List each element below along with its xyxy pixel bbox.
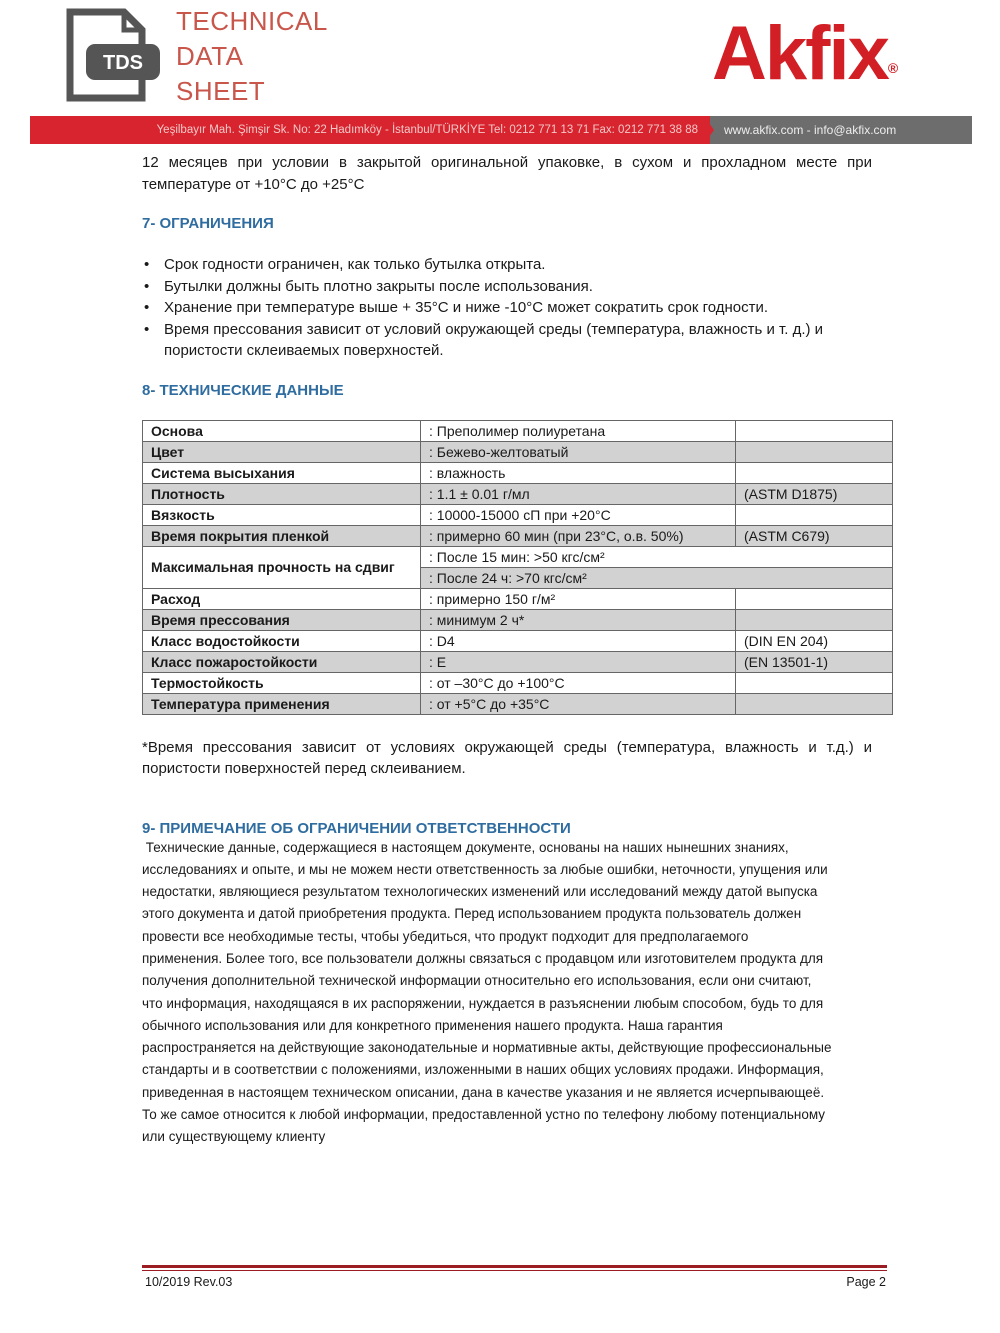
tds-title — [176, 4, 328, 109]
row-standard — [736, 462, 893, 483]
row-value: : влажность — [421, 462, 736, 483]
table-row — [143, 693, 893, 714]
table-row — [143, 462, 893, 483]
limitations-list — [142, 254, 872, 362]
row-value: : После 24 ч: >70 кгс/см² — [421, 567, 893, 588]
row-standard — [736, 588, 893, 609]
disclaimer-line: этого документа и датой приобретения продукта. Перед использованием продукта пользователь должен — [142, 906, 802, 922]
row-value: : E — [421, 651, 736, 672]
row-label: Система высыхания — [143, 462, 421, 483]
row-value: : После 15 мин: >50 кгс/см² — [421, 546, 893, 567]
table-row — [143, 588, 893, 609]
page-header — [0, 0, 1000, 150]
band-separator — [704, 116, 714, 144]
brand-name: Akfix — [712, 11, 888, 96]
document-icon — [66, 8, 162, 102]
section-8-heading: 8- ТЕХНИЧЕСКИЕ ДАННЫЕ — [142, 381, 344, 399]
disclaimer-text — [142, 837, 872, 1149]
row-standard: (EN 13501-1) — [736, 651, 893, 672]
row-standard — [736, 693, 893, 714]
row-value: : от –30°C до +100°C — [421, 672, 736, 693]
row-label: Температура применения — [143, 693, 421, 714]
row-value: : примерно 60 мин (при 23°C, о.в. 50%) — [421, 525, 736, 546]
title-line: TECHNICAL — [176, 6, 328, 36]
table-row — [143, 546, 893, 567]
disclaimer-line: Технические данные, содержащиеся в настоящем документе, основаны на наших нынешних знаниях, — [142, 839, 789, 855]
row-standard — [736, 420, 893, 441]
revision-label: 10/2019 Rev.03 — [145, 1275, 233, 1289]
disclaimer-line: То же самое относится к любой информации, предоставленной устно по телефону любому потенциальному — [142, 1107, 826, 1123]
row-value: : 1.1 ± 0.01 г/мл — [421, 483, 736, 504]
row-standard — [736, 672, 893, 693]
brand-logo — [712, 10, 898, 97]
row-label: Класс пожаростойкости — [143, 651, 421, 672]
disclaimer-line: получения дополнительной технической информации относительно его использования, если они считают, — [142, 973, 812, 989]
table-row — [143, 672, 893, 693]
table-row — [143, 630, 893, 651]
table-row — [143, 483, 893, 504]
disclaimer-line: или существующему клиенту — [142, 1129, 326, 1145]
row-standard: (ASTM D1875) — [736, 483, 893, 504]
table-row — [143, 525, 893, 546]
disclaimer-line: исследованиях и опыте, и мы не можем нести ответственность за любые ошибки, неточности, упущения или — [142, 861, 828, 877]
row-label: Плотность — [143, 483, 421, 504]
table-row — [143, 504, 893, 525]
disclaimer-line: распространяется на действующие законодательные и нормативные акты, действующие профессиональные — [142, 1040, 832, 1056]
disclaimer-line: обычного использования или для конкретного применения нашего продукта. Наша гарантия — [142, 1017, 723, 1033]
tds-label: TDS — [103, 52, 143, 74]
row-value: : примерно 150 г/м² — [421, 588, 736, 609]
registered-mark: ® — [887, 60, 899, 76]
row-standard — [736, 441, 893, 462]
row-value: : D4 — [421, 630, 736, 651]
row-label: Расход — [143, 588, 421, 609]
section-7-heading: 7- ОГРАНИЧЕНИЯ — [142, 215, 274, 232]
row-standard — [736, 504, 893, 525]
list-item: • Срок годности ограничен, как только бутылка открыта. — [142, 254, 872, 276]
row-label: Основа — [143, 420, 421, 441]
row-value: : от +5°C до +35°C — [421, 693, 736, 714]
disclaimer-line: применения. Более того, все пользователи должны связаться с продавцом или изготовителем продукта для — [142, 950, 824, 966]
row-label: Время покрытия пленкой — [143, 525, 421, 546]
title-line: DATA — [176, 41, 244, 71]
table-row — [143, 420, 893, 441]
row-label: Вязкость — [143, 504, 421, 525]
row-label: Цвет — [143, 441, 421, 462]
footer-divider — [142, 1265, 887, 1268]
list-item: • Хранение при температуре выше + 35°C и ниже -10°C может сократить срок годности. — [142, 297, 872, 319]
table-row — [143, 441, 893, 462]
contact-band: www.akfix.com - info@akfix.com — [710, 116, 972, 144]
disclaimer-line: приведенная в настоящем техническом описании, дана в качестве указания и не является исчерпывающеё. — [142, 1084, 825, 1100]
list-item: • Бутылки должны быть плотно закрыты после использования. — [142, 276, 872, 298]
page-number: Page 2 — [846, 1275, 886, 1289]
row-standard: (DIN EN 204) — [736, 630, 893, 651]
disclaimer-line: провести все необходимые тесты, чтобы убедиться, что продукт подходит для предполагаемого — [142, 928, 749, 944]
row-label: Термостойкость — [143, 672, 421, 693]
row-value: : Бежево-желтоватый — [421, 441, 736, 462]
technical-data-table — [142, 420, 893, 715]
row-value: : 10000-15000 сП при +20°C — [421, 504, 736, 525]
disclaimer-line: стандарты и в соответствии с положениями, изложенными в наших общих условиях продажи. Информация, — [142, 1062, 824, 1078]
title-line: SHEET — [176, 76, 266, 106]
row-standard — [736, 609, 893, 630]
list-item: • Время прессования зависит от условий окружающей среды (температура, влажность и т. д.) и пористости склеиваемых поверхностей. — [142, 319, 872, 362]
table-row — [143, 651, 893, 672]
storage-text: 12 месяцев при условии в закрытой оригинальной упаковке, в сухом и прохладном месте при температуре от +10°C до +25°C — [142, 154, 872, 193]
row-label: Время прессования — [143, 609, 421, 630]
row-value: : Преполимер полиуретана — [421, 420, 736, 441]
disclaimer-line: что информация, находящаяся в их распоряжении, нуждается в разъяснении любым способом, будь то для — [142, 995, 824, 1011]
section-9-heading: 9- ПРИМЕЧАНИЕ ОБ ОГРАНИЧЕНИИ ОТВЕТСТВЕННОСТИ — [142, 819, 571, 837]
footer-divider — [142, 1270, 887, 1271]
address-band: Yeşilbayır Mah. Şimşir Sk. No: 22 Hadımköy - İstanbul/TÜRKİYE Tel: 0212 771 13 71 Fax: 0212 771 38 88 — [30, 116, 710, 144]
table-row — [143, 609, 893, 630]
row-label: Максимальная прочность на сдвиг — [143, 546, 421, 588]
row-label: Класс водостойкости — [143, 630, 421, 651]
press-time-footnote: *Время прессования зависит от условиях окружающей среды (температура, влажность и т.д.) и пористости поверхностей перед склеиванием. — [142, 738, 872, 777]
page-content — [142, 152, 872, 1149]
row-standard: (ASTM C679) — [736, 525, 893, 546]
disclaimer-line: недостатки, являющиеся результатом технологических изменений или исследований между датой выпуска — [142, 884, 818, 900]
row-value: : минимум 2 ч* — [421, 609, 736, 630]
